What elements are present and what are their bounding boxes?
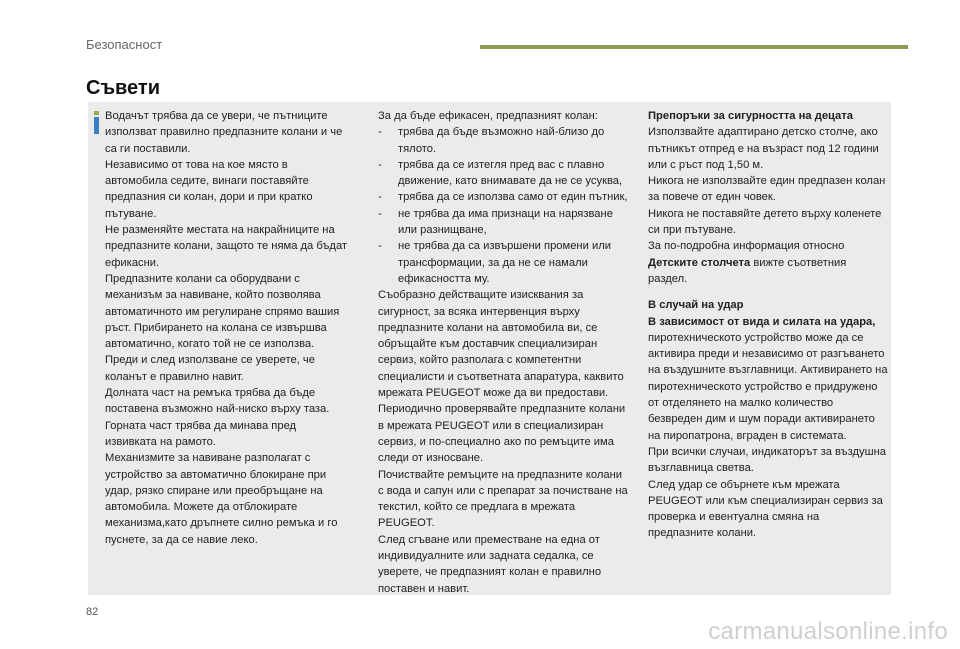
paragraph: Периодично проверявайте предпазните колани в мрежата PEUGEOT или в специализиран сервиз, и по-специално ако по ремъците има следи от износване. xyxy=(378,403,626,465)
dash-marker: - xyxy=(378,191,382,204)
header-rule xyxy=(480,45,908,49)
text-run: пиротехническото устройство може да се активира преди и независимо от разгъването на въздушните възглавници. Активирането на пиротехническото устройство е придружено от отделянето на малко количество безвреден дим и шум поради активирането на пиропатрона, вграден в системата. xyxy=(648,331,888,442)
paragraph: Горната част трябва да минава пред извивката на рамото. xyxy=(105,419,297,448)
paragraph: Почиствайте ремъците на предпазните колани с вода и сапун или с препарат за почистване на текстил, който се предлага в мрежата PEUGEOT. xyxy=(378,468,628,530)
paragraph: Механизмите за навиване разполагат с устройство за автоматично блокиране при удар, рязко спиране или преобръщане на автомобила. Можете да отблокирате механизма,като дръпнете силно ремъка и го пуснете, за да се навие леко. xyxy=(105,452,338,546)
child-seats-reference: Детските столчета xyxy=(648,256,751,269)
list-item-text: трябва да бъде възможно най-близо до тялото. xyxy=(398,126,605,155)
paragraph: Преди и след използване се уверете, че коланът е правилно навит. xyxy=(105,354,315,383)
list-item xyxy=(378,206,628,239)
impact-heading: В случай на удар xyxy=(648,299,744,312)
paragraph: Предпазните колани са оборудвани с механизъм за навиване, който позволява автоматичното им регулиране спрямо вашия ръст. Прибирането на колана се извършва автоматично, когато той не се използва. xyxy=(105,272,340,351)
column-3 xyxy=(648,108,888,542)
children-safety-heading: Препоръки за сигурността на децата xyxy=(648,110,853,122)
page-number: 82 xyxy=(86,606,99,618)
impact-subheading: В зависимост от вида и силата на удара, xyxy=(648,315,876,328)
paragraph: Съобразно действащите изисквания за сигурност, за всяка интервенция върху предпазните колани на автомобила ви, се обръщайте към доставчик специализиран сервиз, който разполага с компетентни специалисти и съответната апаратура, каквито мрежата PEUGEOT може да ви предостави. xyxy=(378,289,624,400)
paragraph: Не разменяйте местата на накрайниците на предпазните колани, защото те няма да бъдат ефикасни. xyxy=(105,224,348,269)
list-item-text: не трябва да са извършени промени или трансформации, за да не се намали ефикасността му. xyxy=(398,240,611,285)
list-item xyxy=(378,157,628,190)
list-item-text: трябва да се използва само от един пътник, xyxy=(398,191,628,204)
dash-marker: - xyxy=(378,158,382,171)
text-run: За по-подробна информация относно xyxy=(648,240,845,253)
paragraph: Никога не използвайте един предпазен колан за повече от един човек. xyxy=(648,175,886,204)
list-item-text: трябва да се изтегля пред вас с плавно движение, като внимавате да не се усуква, xyxy=(398,158,623,188)
spacer xyxy=(648,287,888,297)
dash-marker: - xyxy=(378,126,382,139)
paragraph: Независимо от това на кое място в автомобила седите, винаги поставяйте предпазния си колан, дори и при кратко пътуване. xyxy=(105,158,313,220)
paragraph: След сгъване или преместване на една от индивидуалните или задната седалка, се уверете, че предпазният колан е правилно поставен и навит. xyxy=(378,533,602,595)
text-run: вижте съответния раздел. xyxy=(648,256,847,285)
info-icon xyxy=(94,111,99,134)
paragraph: Водачът трябва да се увери, че пътниците използват правилно предпазните колани и че са ги поставили. xyxy=(105,110,343,155)
paragraph: Никога не поставяйте детето върху коленете си при пътуване. xyxy=(648,207,882,237)
paragraph: След удар се обърнете към мрежата PEUGEOT или към специализиран сервиз за проверка и евентуална смяна на предпазните колани. xyxy=(648,478,883,540)
paragraph xyxy=(648,314,888,444)
list-item xyxy=(378,238,628,287)
paragraph xyxy=(648,238,888,287)
column-1 xyxy=(105,108,350,548)
page-title: Съвети xyxy=(86,77,161,99)
list-item-text: не трябва да има признаци на нарязване или разнищване, xyxy=(398,207,613,237)
column-2 xyxy=(378,108,628,597)
list-intro: За да бъде ефикасен, предпазният колан: xyxy=(378,110,598,122)
dash-marker: - xyxy=(378,240,382,253)
paragraph: Долната част на ремъка трябва да бъде поставена възможно най-ниско върху таза. xyxy=(105,387,330,416)
list-item xyxy=(378,189,628,205)
paragraph: При всички случаи, индикаторът за въздушна възглавница светва. xyxy=(648,445,886,475)
paragraph: Използвайте адаптирано детско столче, ако пътникът отпред е на възраст под 12 години или с ръст под 1,50 м. xyxy=(648,126,879,171)
watermark: carmanualsonline.info xyxy=(708,618,948,645)
dash-marker: - xyxy=(378,207,382,220)
section-title: Безопасност xyxy=(86,37,163,52)
list-item xyxy=(378,124,628,157)
